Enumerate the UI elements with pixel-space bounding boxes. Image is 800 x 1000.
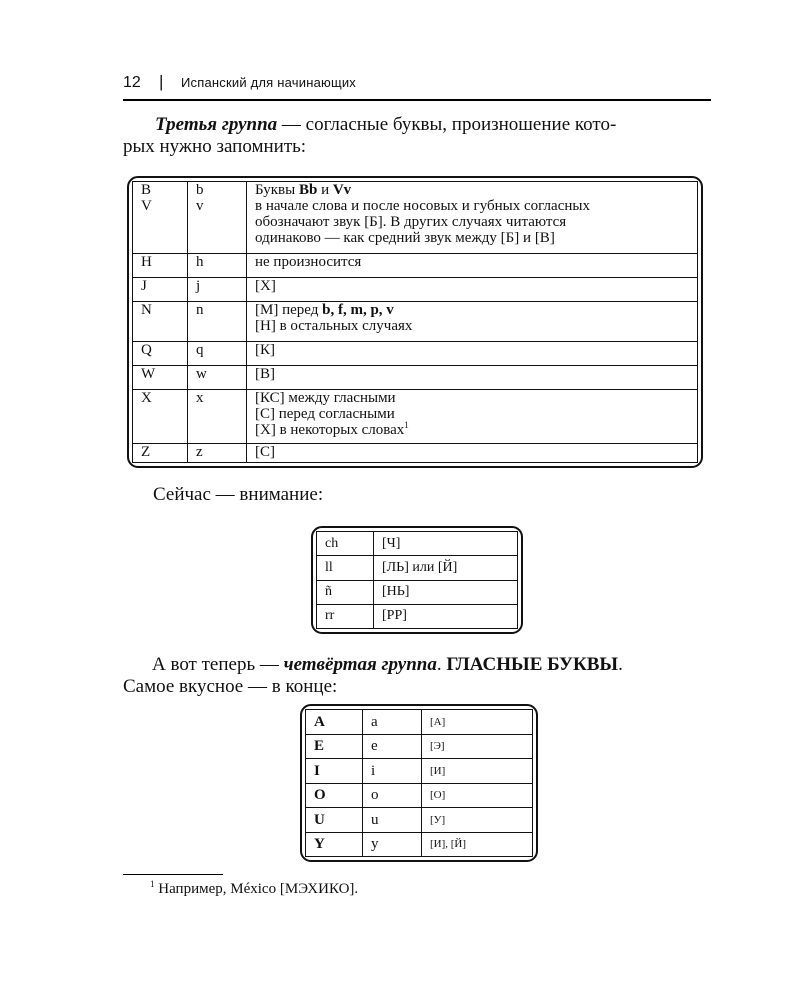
letter-lower: h bbox=[188, 254, 247, 278]
intro-text: — согласные буквы, произношение кото- bbox=[277, 114, 617, 135]
vowel-lower: a bbox=[363, 710, 422, 735]
vowel-lower: e bbox=[363, 734, 422, 759]
letter-upper: Q bbox=[133, 342, 188, 366]
footnote-mark: 1 bbox=[150, 879, 155, 889]
book-title: Испанский для начинающих bbox=[181, 75, 357, 90]
letter-upper: W bbox=[133, 366, 188, 390]
vowel-lower: o bbox=[363, 783, 422, 808]
vowel-lower: u bbox=[363, 808, 422, 833]
digraph-sound: [Ч] bbox=[374, 532, 518, 556]
letter-description: [КС] между гласными [С] перед согласными [Х] в некоторых словах$^1$ bbox=[247, 390, 698, 444]
vowels-intro-paragraph: А вот теперь — четвёртая группа. ГЛАСНЫЕ БУКВЫ. Самое вкусное — в конце: bbox=[123, 654, 623, 697]
vowel-sound: [И], [Й] bbox=[422, 832, 533, 857]
digraphs-table bbox=[311, 526, 523, 634]
letter-lower: q bbox=[188, 342, 247, 366]
letter-upper: H bbox=[133, 254, 188, 278]
vowel-upper: Y bbox=[306, 832, 363, 857]
vowel-upper: U bbox=[306, 808, 363, 833]
vowel-upper: A bbox=[306, 710, 363, 735]
vowel-upper: O bbox=[306, 783, 363, 808]
letter-lower: w bbox=[188, 366, 247, 390]
footnote-text: Например, México [МЭХИКО]. bbox=[154, 881, 359, 897]
digraph-sound: [НЬ] bbox=[374, 580, 518, 604]
footnote-rule bbox=[123, 874, 223, 875]
intro-paragraph bbox=[123, 114, 711, 158]
consonants-table bbox=[127, 176, 703, 468]
table-row bbox=[133, 366, 698, 390]
table-row bbox=[317, 556, 518, 580]
header-rule bbox=[123, 99, 711, 101]
table-row bbox=[306, 808, 533, 833]
vowel-sound: [А] bbox=[422, 710, 533, 735]
letter-description: [М] перед b, f, m, p, v [Н] в остальных случаях bbox=[247, 302, 698, 342]
letter-upper: J bbox=[133, 278, 188, 302]
digraph-letters: ll bbox=[317, 556, 374, 580]
letter-lower: x bbox=[188, 390, 247, 444]
vowel-sound: [И] bbox=[422, 759, 533, 784]
fourth-group-term: четвёртая группа bbox=[283, 654, 437, 675]
vowel-upper: I bbox=[306, 759, 363, 784]
table-row bbox=[133, 302, 698, 342]
footnote-mark: 1 bbox=[404, 420, 409, 430]
third-group-term: Третья группа bbox=[155, 114, 278, 135]
letter-upper: V bbox=[141, 198, 152, 214]
page-number: 12 bbox=[123, 74, 141, 91]
letter-description: [В] bbox=[247, 366, 698, 390]
vowel-upper: E bbox=[306, 734, 363, 759]
vowel-sound: [Э] bbox=[422, 734, 533, 759]
letter-description: [С] bbox=[247, 444, 698, 463]
letter-lower: v bbox=[196, 198, 204, 214]
letter-upper: Z bbox=[133, 444, 188, 463]
table-row bbox=[306, 783, 533, 808]
letter-description: не произносится bbox=[247, 254, 698, 278]
table-row bbox=[306, 710, 533, 735]
digraph-sound: [РР] bbox=[374, 604, 518, 628]
table-row bbox=[317, 580, 518, 604]
table-row bbox=[306, 734, 533, 759]
table-row bbox=[317, 604, 518, 628]
letter-lower: j bbox=[188, 278, 247, 302]
header-separator: | bbox=[159, 72, 164, 91]
vowel-lower: y bbox=[363, 832, 422, 857]
digraph-sound: [ЛЬ] или [Й] bbox=[374, 556, 518, 580]
running-header bbox=[123, 74, 711, 98]
vowels-table bbox=[300, 704, 538, 862]
digraph-letters: ch bbox=[317, 532, 374, 556]
table-row bbox=[133, 342, 698, 366]
table-row bbox=[306, 832, 533, 857]
vowel-lower: i bbox=[363, 759, 422, 784]
vowels-heading: ГЛАСНЫЕ БУКВЫ bbox=[446, 654, 619, 675]
footnote bbox=[150, 880, 358, 898]
table-row bbox=[133, 254, 698, 278]
table-row bbox=[317, 532, 518, 556]
table-row bbox=[133, 390, 698, 444]
letter-description: [Х] bbox=[247, 278, 698, 302]
table-row bbox=[306, 759, 533, 784]
table-row bbox=[133, 278, 698, 302]
table-row bbox=[133, 444, 698, 463]
intro-text-line2: рых нужно запомнить: bbox=[123, 136, 307, 157]
letter-upper: N bbox=[133, 302, 188, 342]
letter-description: Буквы Bb и Vv в начале слова и после носовых и губных согласных обозначают звук [Б]. В других случаях читаются одинаково — как средний звук между [Б] и [В] bbox=[247, 182, 698, 254]
digraph-letters: rr bbox=[317, 604, 374, 628]
letter-upper: B bbox=[141, 182, 152, 198]
attention-line: Сейчас — внимание: bbox=[153, 484, 324, 505]
vowel-sound: [У] bbox=[422, 808, 533, 833]
letter-lower: n bbox=[188, 302, 247, 342]
letter-description: [К] bbox=[247, 342, 698, 366]
digraph-letters: ñ bbox=[317, 580, 374, 604]
letter-lower: z bbox=[188, 444, 247, 463]
letter-lower: b bbox=[196, 182, 204, 198]
table-row bbox=[133, 182, 698, 254]
vowel-sound: [О] bbox=[422, 783, 533, 808]
letter-upper: X bbox=[133, 390, 188, 444]
